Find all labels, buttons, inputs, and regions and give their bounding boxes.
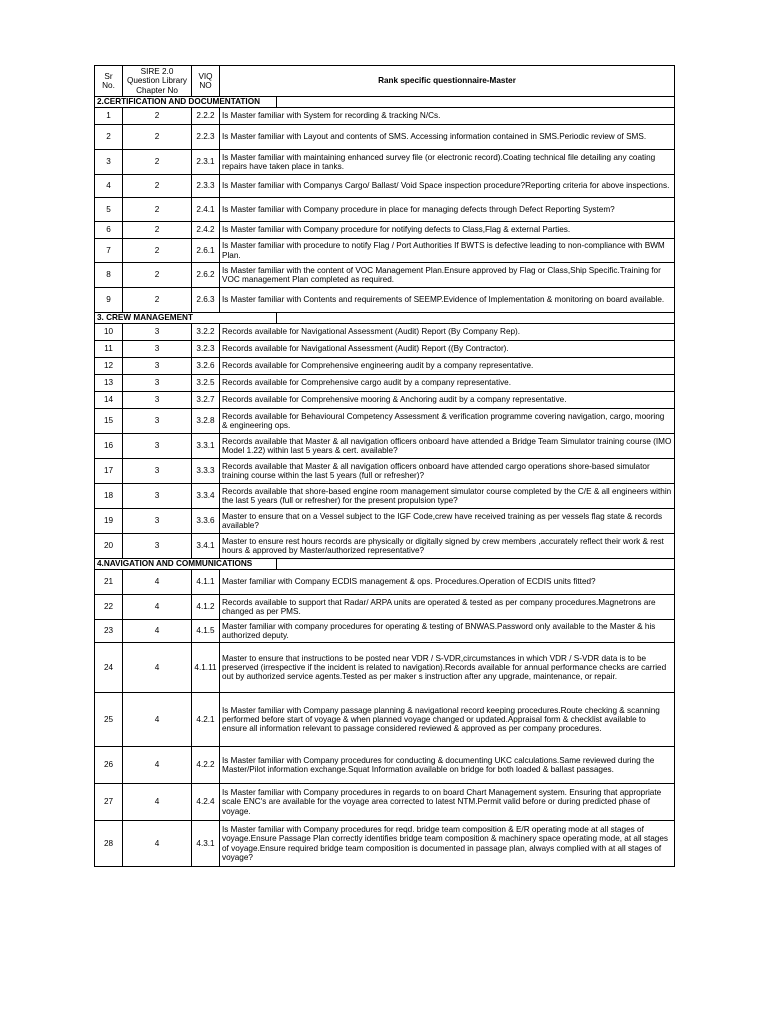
question-cell: Is Master familiar with System for recording & tracking N/Cs. xyxy=(220,108,675,125)
chapter-cell: 2 xyxy=(123,108,192,125)
question-cell: Records available that Master & all navigation officers onboard have attended cargo operations shore-based simulator training course within the last 5 years (full or refresher)? xyxy=(220,459,675,484)
viq-no-cell: 2.6.2 xyxy=(192,263,220,288)
sr-no-cell: 22 xyxy=(95,595,123,620)
question-cell: Records available for Navigational Assessment (Audit) Report (By Company Rep). xyxy=(220,324,675,341)
sr-no-cell: 1 xyxy=(95,108,123,125)
chapter-cell: 2 xyxy=(123,150,192,175)
viq-no-cell: 4.1.2 xyxy=(192,595,220,620)
section-blank-cell xyxy=(277,313,675,324)
question-cell: Records available for Navigational Assessment (Audit) Report ((By Contractor). xyxy=(220,341,675,358)
chapter-cell: 4 xyxy=(123,747,192,784)
question-cell: Master to ensure that instructions to be posted near VDR / S-VDR,circumstances in which VDR / S-VDR data is to be preserved (irrespective if the incident is related to navigation).Records available for annual performance checks are carried out by authorized service agents.Tested as per maker s instruction after any upgrade, maintenance, or repair. xyxy=(220,643,675,693)
sr-no-cell: 27 xyxy=(95,784,123,821)
viq-no-cell: 3.4.1 xyxy=(192,534,220,559)
chapter-cell: 2 xyxy=(123,175,192,198)
sr-no-cell: 5 xyxy=(95,198,123,222)
table-row xyxy=(95,570,675,595)
chapter-cell: 3 xyxy=(123,509,192,534)
table-row xyxy=(95,324,675,341)
table-row xyxy=(95,409,675,434)
table-row xyxy=(95,459,675,484)
viq-no-cell: 4.1.1 xyxy=(192,570,220,595)
viq-no-cell: 2.2.2 xyxy=(192,108,220,125)
viq-no-cell: 2.3.1 xyxy=(192,150,220,175)
chapter-cell: 3 xyxy=(123,358,192,375)
questionnaire-body xyxy=(95,66,675,867)
chapter-cell: 2 xyxy=(123,125,192,150)
viq-no-cell: 2.6.1 xyxy=(192,239,220,263)
chapter-cell: 4 xyxy=(123,821,192,867)
chapter-header: SIRE 2.0 Question Library Chapter No xyxy=(123,66,192,97)
sr-no-cell: 3 xyxy=(95,150,123,175)
chapter-cell: 3 xyxy=(123,392,192,409)
chapter-cell: 3 xyxy=(123,534,192,559)
sr-no-cell: 10 xyxy=(95,324,123,341)
chapter-cell: 4 xyxy=(123,643,192,693)
section-blank-cell xyxy=(277,559,675,570)
question-cell: Master to ensure that on a Vessel subject to the IGF Code,crew have received training as per vessels flag state & records available? xyxy=(220,509,675,534)
chapter-cell: 3 xyxy=(123,484,192,509)
chapter-cell: 4 xyxy=(123,595,192,620)
chapter-cell: 2 xyxy=(123,222,192,239)
question-cell: Is Master familiar with Company procedures for conducting & documenting UKC calculations.Same reviewed during the Master/Pilot information exchange.Squat Information available on bridge for both loaded & ballast passages. xyxy=(220,747,675,784)
question-cell: Records available that shore-based engine room management simulator course completed by the C/E & all engineers within the last 5 years (full or refresher) for the present propulsion type? xyxy=(220,484,675,509)
viq-no-cell: 4.2.2 xyxy=(192,747,220,784)
viq-no-cell: 3.2.3 xyxy=(192,341,220,358)
table-row xyxy=(95,693,675,747)
question-cell: Is Master familiar with Company procedures for reqd. bridge team composition & E/R operating mode at all stages of voyage.Ensure Passage Plan correctly identifies bridge team composition & machinery space operating mode, at all stages of voyage.Ensure required bridge team composition is documented in passage plan, always complied with at all stages of voyage? xyxy=(220,821,675,867)
section-header xyxy=(95,559,675,570)
viq-no-cell: 2.6.3 xyxy=(192,288,220,313)
table-row xyxy=(95,509,675,534)
question-cell: Is Master familiar with procedure to notify Flag / Port Authorities If BWTS is defective leading to non-compliance with BWM Plan. xyxy=(220,239,675,263)
page-title: Rank specific questionnaire-Master xyxy=(220,66,675,97)
question-cell: Records available to support that Radar/ ARPA units are operated & tested as per company procedures.Magnetrons are changed as per PMS. xyxy=(220,595,675,620)
viq-no-cell: 3.2.5 xyxy=(192,375,220,392)
viq-no-cell: 2.2.3 xyxy=(192,125,220,150)
viq-header: VIQ NO xyxy=(192,66,220,97)
sr-no-cell: 23 xyxy=(95,620,123,643)
viq-no-cell: 2.4.2 xyxy=(192,222,220,239)
question-cell: Is Master familiar with Company procedure in place for managing defects through Defect Reporting System? xyxy=(220,198,675,222)
question-cell: Master familiar with company procedures for operating & testing of BNWAS.Password only available to the Master & his authorized deputy. xyxy=(220,620,675,643)
sr-no-cell: 25 xyxy=(95,693,123,747)
sr-no-cell: 18 xyxy=(95,484,123,509)
viq-no-cell: 3.2.6 xyxy=(192,358,220,375)
viq-no-cell: 3.2.2 xyxy=(192,324,220,341)
chapter-cell: 3 xyxy=(123,434,192,459)
chapter-cell: 2 xyxy=(123,239,192,263)
question-cell: Master to ensure rest hours records are physically or digitally signed by crew members ,accurately reflect their work & rest hours & approved by Master/authorized representative? xyxy=(220,534,675,559)
question-cell: Records available for Comprehensive cargo audit by a company representative. xyxy=(220,375,675,392)
table-row xyxy=(95,534,675,559)
sr-no-cell: 2 xyxy=(95,125,123,150)
table-row xyxy=(95,747,675,784)
sr-no-cell: 11 xyxy=(95,341,123,358)
sr-no-cell: 8 xyxy=(95,263,123,288)
table-row xyxy=(95,108,675,125)
question-cell: Is Master familiar with the content of VOC Management Plan.Ensure approved by Flag or Class,Ship Specific.Training for VOC management Plan completed as required. xyxy=(220,263,675,288)
sr-no-cell: 14 xyxy=(95,392,123,409)
section-title: 2.CERTIFICATION AND DOCUMENTATION xyxy=(95,97,277,108)
question-cell: Is Master familiar with Contents and requirements of SEEMP.Evidence of Implementation & monitoring on board available. xyxy=(220,288,675,313)
viq-no-cell: 3.3.4 xyxy=(192,484,220,509)
viq-no-cell: 4.2.4 xyxy=(192,784,220,821)
chapter-cell: 3 xyxy=(123,324,192,341)
table-row xyxy=(95,341,675,358)
table-row xyxy=(95,358,675,375)
question-cell: Is Master familiar with Layout and contents of SMS. Accessing information contained in SMS.Periodic review of SMS. xyxy=(220,125,675,150)
chapter-cell: 3 xyxy=(123,375,192,392)
sr-no-cell: 24 xyxy=(95,643,123,693)
table-row xyxy=(95,263,675,288)
viq-no-cell: 3.3.1 xyxy=(192,434,220,459)
sr-no-cell: 26 xyxy=(95,747,123,784)
question-cell: Is Master familiar with Company procedures in regards to on board Chart Management system. Ensuring that appropriate scale ENC's are available for the voyage area corrected to latest NTM.Permit valid before or during predicted phase of voyage. xyxy=(220,784,675,821)
chapter-cell: 4 xyxy=(123,620,192,643)
sr-no-cell: 4 xyxy=(95,175,123,198)
chapter-cell: 3 xyxy=(123,409,192,434)
table-row xyxy=(95,239,675,263)
question-cell: Is Master familiar with maintaining enhanced survey file (or electronic record).Coating technical file detailing any coating repairs have taken place in tanks. xyxy=(220,150,675,175)
question-cell: Records available for Comprehensive mooring & Anchoring audit by a company representative. xyxy=(220,392,675,409)
section-blank-cell xyxy=(277,97,675,108)
sr-no-cell: 20 xyxy=(95,534,123,559)
table-row xyxy=(95,198,675,222)
question-cell: Is Master familiar with Company passage planning & navigational record keeping procedures.Route checking & scanning performed before start of voyage & when planned voyage changed or updated.Appraisal form & checklist available to ensure all information relevant to passage considered reviewed & approved as per company procedures. xyxy=(220,693,675,747)
viq-no-cell: 3.3.6 xyxy=(192,509,220,534)
viq-no-cell: 2.3.3 xyxy=(192,175,220,198)
question-cell: Master familiar with Company ECDIS management & ops. Procedures.Operation of ECDIS units fitted? xyxy=(220,570,675,595)
table-row xyxy=(95,620,675,643)
table-row xyxy=(95,595,675,620)
viq-no-cell: 4.1.11 xyxy=(192,643,220,693)
sr-no-cell: 6 xyxy=(95,222,123,239)
sr-no-cell: 19 xyxy=(95,509,123,534)
section-title: 3. CREW MANAGEMENT xyxy=(95,313,277,324)
sr-no-cell: 15 xyxy=(95,409,123,434)
chapter-cell: 2 xyxy=(123,288,192,313)
table-row xyxy=(95,222,675,239)
question-cell: Records available that Master & all navigation officers onboard have attended a Bridge Team Simulator training course (IMO Model 1.22) within last 5 years & cert. available? xyxy=(220,434,675,459)
table-row xyxy=(95,392,675,409)
chapter-cell: 2 xyxy=(123,263,192,288)
viq-no-cell: 4.2.1 xyxy=(192,693,220,747)
section-header xyxy=(95,97,675,108)
section-header xyxy=(95,313,675,324)
sr-no-cell: 28 xyxy=(95,821,123,867)
chapter-cell: 4 xyxy=(123,570,192,595)
viq-no-cell: 3.3.3 xyxy=(192,459,220,484)
chapter-cell: 3 xyxy=(123,459,192,484)
questionnaire-table xyxy=(94,65,675,867)
sr-no-cell: 12 xyxy=(95,358,123,375)
viq-no-cell: 3.2.8 xyxy=(192,409,220,434)
table-row xyxy=(95,288,675,313)
table-row xyxy=(95,484,675,509)
viq-no-cell: 2.4.1 xyxy=(192,198,220,222)
question-cell: Is Master familiar with Companys Cargo/ Ballast/ Void Space inspection procedure?Reporting criteria for above inspections. xyxy=(220,175,675,198)
viq-no-cell: 4.3.1 xyxy=(192,821,220,867)
table-row xyxy=(95,821,675,867)
header-row xyxy=(95,66,675,97)
chapter-cell: 2 xyxy=(123,198,192,222)
table-row xyxy=(95,643,675,693)
chapter-cell: 4 xyxy=(123,693,192,747)
sr-no-cell: 21 xyxy=(95,570,123,595)
table-row xyxy=(95,175,675,198)
sr-no-cell: 16 xyxy=(95,434,123,459)
chapter-cell: 4 xyxy=(123,784,192,821)
question-cell: Records available for Comprehensive engineering audit by a company representative. xyxy=(220,358,675,375)
sr-no-cell: 7 xyxy=(95,239,123,263)
table-row xyxy=(95,375,675,392)
sr-no-cell: 9 xyxy=(95,288,123,313)
table-row xyxy=(95,784,675,821)
question-cell: Is Master familiar with Company procedure for notifying defects to Class,Flag & external Parties. xyxy=(220,222,675,239)
table-row xyxy=(95,150,675,175)
sr-no-cell: 13 xyxy=(95,375,123,392)
chapter-cell: 3 xyxy=(123,341,192,358)
sr-no-cell: 17 xyxy=(95,459,123,484)
section-title: 4.NAVIGATION AND COMMUNICATIONS xyxy=(95,559,277,570)
table-row xyxy=(95,434,675,459)
sr-no-header: Sr No. xyxy=(95,66,123,97)
table-row xyxy=(95,125,675,150)
question-cell: Records available for Behavioural Competency Assessment & verification programme covering navigation, cargo, mooring & engineering ops. xyxy=(220,409,675,434)
viq-no-cell: 3.2.7 xyxy=(192,392,220,409)
viq-no-cell: 4.1.5 xyxy=(192,620,220,643)
